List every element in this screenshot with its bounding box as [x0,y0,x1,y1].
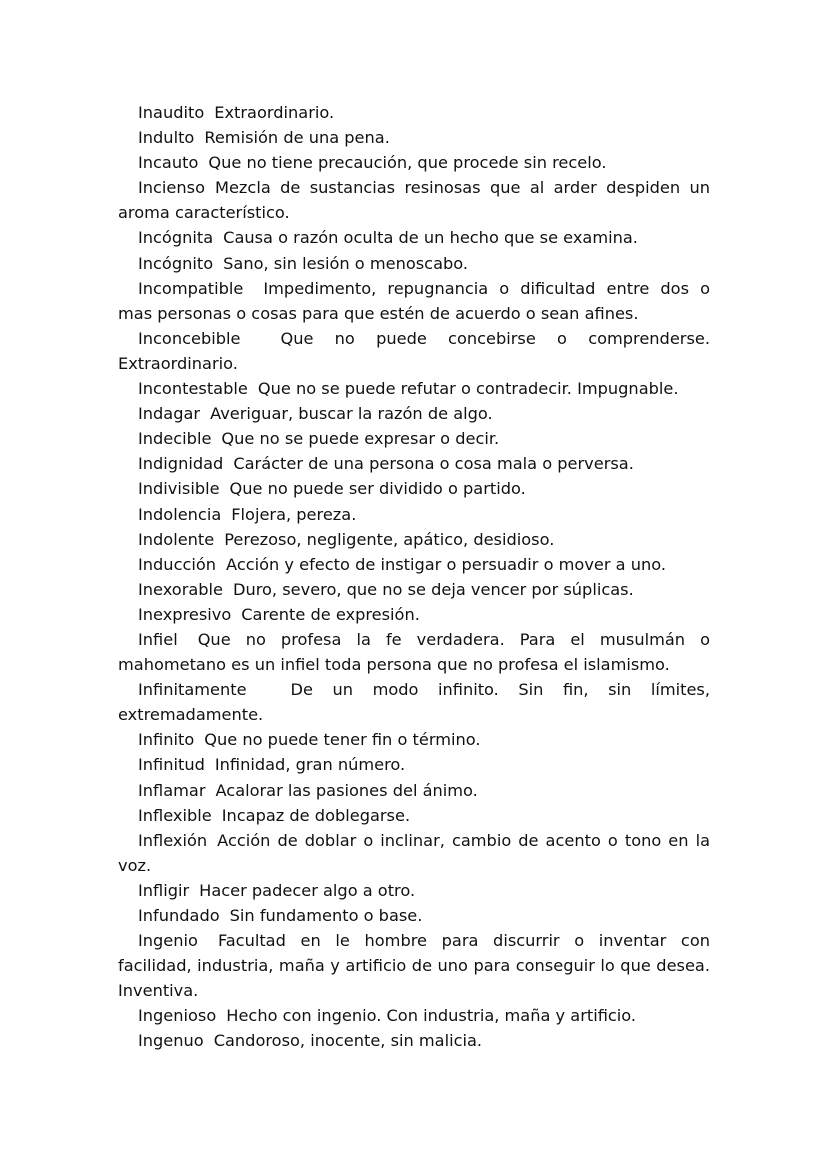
entry-term: Ingenuo [138,1031,204,1051]
glossary-entry [118,552,710,577]
glossary-entry [118,426,710,451]
glossary-entry [118,251,710,276]
entry-term: Infiel [138,629,178,649]
glossary-entry [118,175,710,225]
glossary-entry [118,376,710,401]
entry-definition: Flojera, pereza. [231,504,357,524]
glossary-entry [118,752,710,777]
entry-term: Inflamar [138,780,206,800]
glossary-entry [118,225,710,250]
glossary-entry [118,1028,710,1053]
entry-definition: Perezoso, negligente, apático, desidioso. [224,529,555,549]
glossary-entry [118,727,710,752]
entry-definition: Que no profesa la fe verdadera. Para el musulmán o mahometano es un infiel toda persona que no profesa el islamismo. [118,629,710,675]
glossary-entry [118,627,710,677]
entry-definition: Mezcla de sustancias resinosas que al arder despiden un aroma característico. [118,178,710,223]
glossary-entry [118,677,710,727]
glossary-entry [118,326,710,376]
glossary-entry [118,150,710,175]
entry-definition: Causa o razón oculta de un hecho que se examina. [223,228,638,248]
entry-definition: Candoroso, inocente, sin malicia. [213,1031,483,1051]
entry-term: Incauto [138,153,199,173]
entry-definition: Carente de expresión. [241,604,420,624]
glossary-entry [118,451,710,476]
entry-term: Inflexible [138,805,212,825]
glossary-entry [118,100,710,125]
entry-definition: Duro, severo, que no se deja vencer por súplicas. [233,579,634,599]
glossary-entry [118,476,710,501]
entry-term: Indignidad [138,454,224,474]
entry-definition: Acción y efecto de instigar o persuadir o mover a uno. [226,554,667,574]
entry-term: Incontestable [138,379,248,399]
entry-definition: Que no se puede refutar o contradecir. Impugnable. [257,379,679,399]
entry-definition: De un modo infinito. Sin fin, sin límites, extremadamente. [118,680,710,725]
entry-term: Inconcebible [138,328,241,348]
entry-term: Infinitud [138,755,205,775]
entry-definition: Que no puede concebirse o comprenderse. Extraordinario. [118,328,710,373]
entry-term: Infundado [138,906,220,925]
entry-definition: Impedimento, repugnancia o dificultad entre dos o mas personas o cosas para que estén de acuerdo o sean afines. [118,278,710,323]
entry-definition: Incapaz de doblegarse. [221,805,411,825]
glossary-entry [118,502,710,527]
entry-definition: Averiguar, buscar la razón de algo. [210,404,493,424]
entry-definition: Acalorar las pasiones del ánimo. [215,780,478,800]
glossary-entry [118,401,710,426]
entry-term: Indivisible [138,479,220,499]
glossary-entry [118,276,710,326]
glossary-entry [118,803,710,828]
entry-term: Incienso [138,178,205,198]
entry-term: Incompatible [138,278,244,298]
entry-term: Ingenioso [138,1006,217,1026]
glossary-entry [118,125,710,150]
entry-definition: Acción de doblar o inclinar, cambio de acento o tono en la voz. [118,830,710,875]
glossary-page [118,100,710,1054]
entry-term: Infinitamente [138,680,247,700]
entry-definition: Extraordinario. [214,103,335,122]
entry-term: Ingenio [138,931,198,951]
entry-term: Inexorable [138,579,223,599]
entry-term: Indolente [138,529,215,549]
glossary-entry [118,778,710,803]
glossary-entry [118,527,710,552]
entry-term: Infligir [138,880,190,900]
entry-term: Infinito [138,730,195,750]
entry-definition: Carácter de una persona o cosa mala o perversa. [233,454,634,474]
entry-term: Inducción [138,554,217,574]
entry-term: Inaudito [138,103,205,122]
entry-definition: Que no tiene precaución, que procede sin recelo. [208,153,607,173]
entry-term: Inexpresivo [138,604,232,624]
entry-definition: Que no puede tener fin o término. [204,730,481,750]
entry-definition: Remisión de una pena. [204,128,390,148]
entry-definition: Que no se puede expresar o decir. [221,429,500,449]
entry-definition: Hacer padecer algo a otro. [199,880,416,900]
entry-definition: Infinidad, gran número. [214,755,406,775]
glossary-entry [118,577,710,602]
glossary-entry [118,928,710,1003]
entry-term: Incógnita [138,228,214,248]
glossary-entry [118,903,710,928]
entry-term: Indagar [138,404,201,424]
entry-definition: Sin fundamento o base. [229,906,423,925]
glossary-entry [118,878,710,903]
entry-definition: Facultad en le hombre para discurrir o inventar con facilidad, industria, maña y artificio de uno para conseguir lo que desea. Inventiva. [118,931,710,1001]
glossary-entry [118,1003,710,1028]
glossary-entry [118,602,710,627]
entry-term: Incógnito [138,253,214,273]
entry-term: Indulto [138,128,195,148]
entry-term: Indolencia [138,504,222,524]
entry-term: Inflexión [138,830,208,850]
entry-definition: Que no puede ser dividido o partido. [229,479,526,499]
entry-definition: Sano, sin lesión o menoscabo. [223,253,469,273]
glossary-entry [118,828,710,878]
entry-definition: Hecho con ingenio. Con industria, maña y artificio. [226,1006,637,1026]
entry-term: Indecible [138,429,212,449]
